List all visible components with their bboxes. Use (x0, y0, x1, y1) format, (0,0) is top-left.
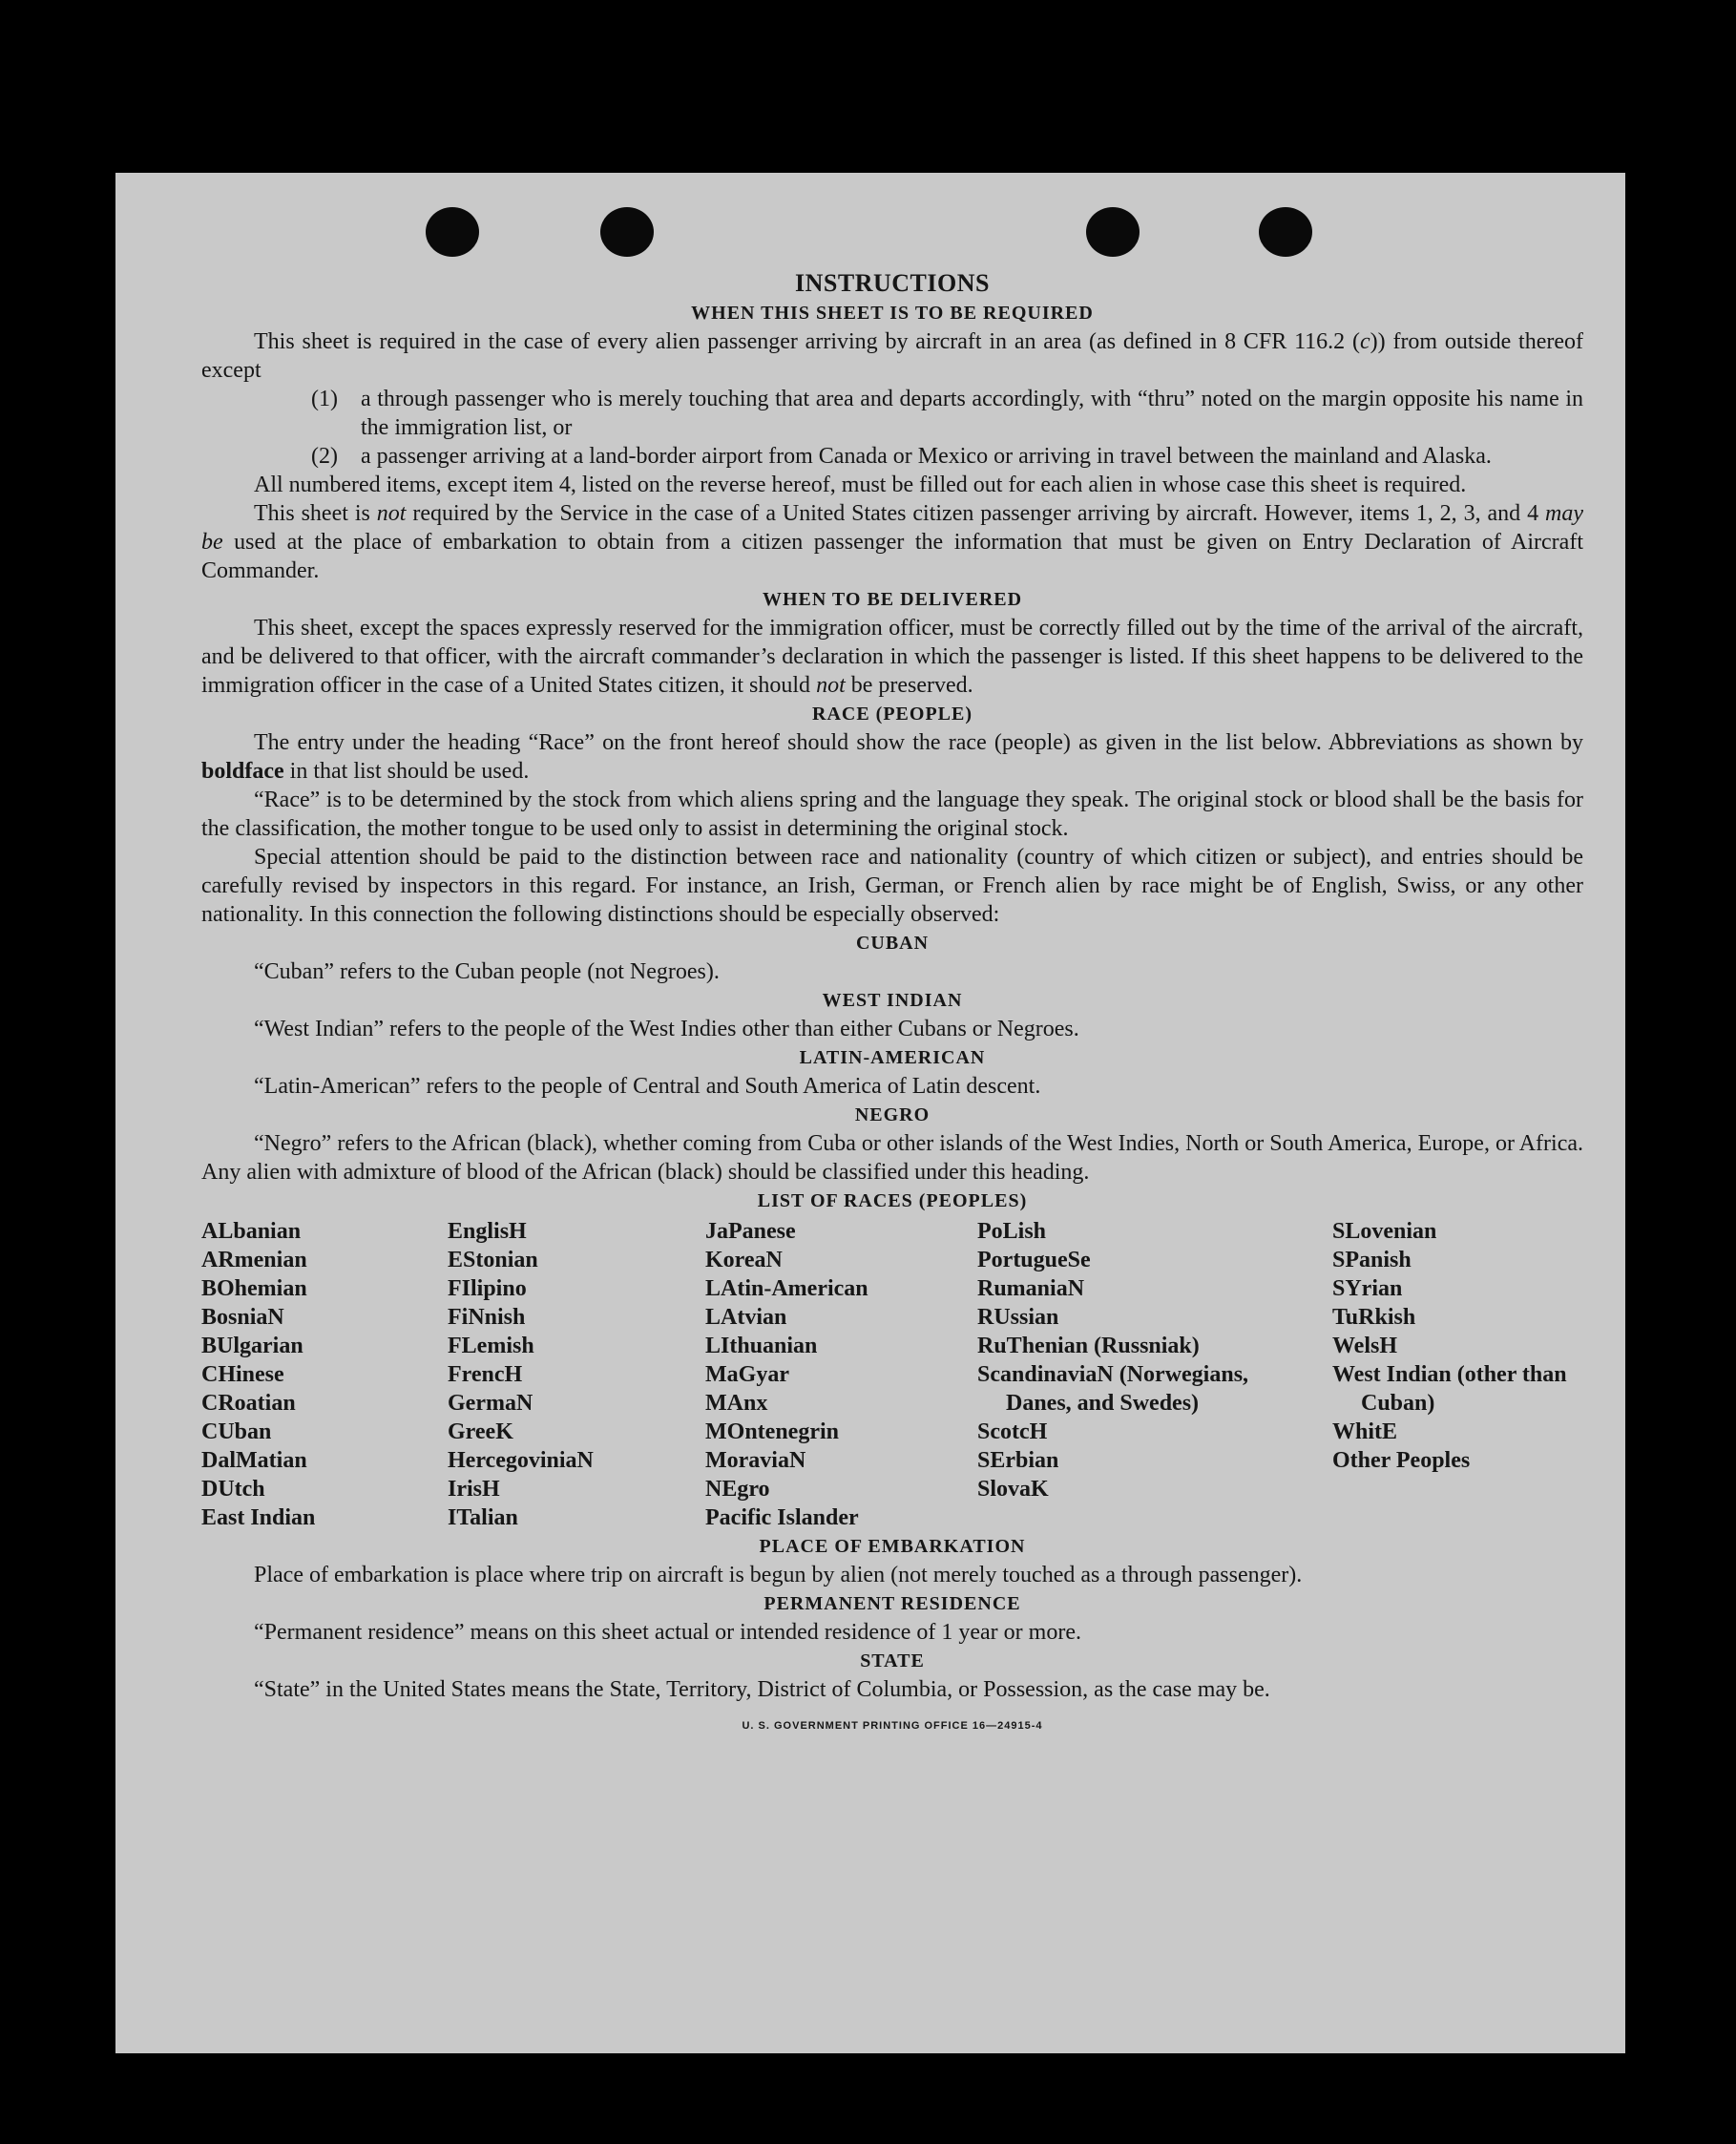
section-heading: WEST INDIAN (822, 990, 963, 1011)
section-heading: PERMANENT RESIDENCE (763, 1593, 1021, 1614)
section-heading: WHEN THIS SHEET IS TO BE REQUIRED (691, 303, 1094, 324)
race-item: BOhemian (201, 1276, 307, 1301)
race-column (1332, 1217, 1582, 1532)
race-item: ScotcH (977, 1419, 1048, 1444)
race-item: RUssian (977, 1305, 1059, 1330)
race-item: IrisH (448, 1477, 500, 1502)
section-heading: WHEN TO BE DELIVERED (762, 589, 1023, 610)
section-heading: PLACE OF EMBARKATION (759, 1536, 1026, 1557)
race-item: FLemish (448, 1334, 534, 1358)
race-item: ALbanian (201, 1219, 302, 1244)
binder-hole (1259, 207, 1312, 257)
race-item: LAtin-American (705, 1276, 868, 1301)
race-item: Other Peoples (1332, 1448, 1471, 1473)
race-item: DalMatian (201, 1448, 307, 1473)
race-item: CUban (201, 1419, 272, 1444)
document-sheet (115, 173, 1625, 2053)
race-item: SlovaK (977, 1477, 1049, 1502)
race-item: PortugueSe (977, 1248, 1091, 1272)
paragraph: “Cuban” refers to the Cuban people (not Negroes). (254, 959, 720, 984)
race-item: HercegoviniaN (448, 1448, 594, 1473)
paragraph: Special attention should be paid to the distinction between race and nationality (country of which citizen or subject), and entries should be carefully revised by inspectors in this regard. For instance, an Irish, German, or French alien by race might be of English, Swiss, or any other nationality. In this connection the following distinctions should be especially observed: (201, 845, 1583, 927)
binder-hole (1086, 207, 1140, 257)
section-heading: CUBAN (855, 933, 930, 954)
page-title: INSTRUCTIONS (795, 269, 990, 297)
printing-office-footer: U. S. GOVERNMENT PRINTING OFFICE 16—24915-4 (742, 1720, 1043, 1732)
race-item: NEgro (705, 1477, 770, 1502)
section-heading: NEGRO (854, 1104, 931, 1125)
paragraph: This sheet is not required by the Service in the case of a United States citizen passenger arriving by aircraft. However, items 1, 2, 3, and 4 may be used at the place of embarkation to obtain from a citizen passenger the information that must be given on Entry Declaration of Aircraft Commander. (201, 501, 1583, 583)
paragraph: “State” in the United States means the State, Territory, District of Columbia, or Possession, as the case may be. (254, 1677, 1270, 1702)
race-item: LIthuanian (705, 1334, 818, 1358)
section-heading: RACE (PEOPLE) (812, 704, 973, 725)
race-item: FIlipino (448, 1276, 527, 1301)
race-item: East Indian (201, 1505, 316, 1530)
race-item: SYrian (1332, 1276, 1403, 1301)
race-item: West Indian (other than Cuban) (1332, 1362, 1567, 1416)
paragraph: The entry under the heading “Race” on the front hereof should show the race (people) as given in the list below. Abbreviations as shown by boldface in that list should be used. (201, 730, 1583, 784)
race-item: FiNnish (448, 1305, 526, 1330)
race-item: EnglisH (448, 1219, 527, 1244)
paragraph: “Latin-American” refers to the people of Central and South America of Latin descent. (254, 1074, 1041, 1099)
instructions-content (201, 268, 1583, 1740)
binder-hole (600, 207, 654, 257)
race-item: MoraviaN (705, 1448, 806, 1473)
paragraph: Place of embarkation is place where trip on aircraft is begun by alien (not merely touched as a through passenger). (254, 1563, 1303, 1587)
race-item: EStonian (448, 1248, 538, 1272)
race-item: SErbian (977, 1448, 1059, 1473)
race-item: WelsH (1332, 1334, 1398, 1358)
race-column (705, 1217, 977, 1532)
section-heading: LIST OF RACES (PEOPLES) (757, 1190, 1028, 1211)
race-item: GermaN (448, 1391, 533, 1416)
paragraph: “Negro” refers to the African (black), whether coming from Cuba or other islands of the West Indies, North or South America, Europe, or Africa. Any alien with admixture of blood of the African (black) should be classified under this heading. (201, 1131, 1583, 1185)
race-item: FrencH (448, 1362, 523, 1387)
paragraph: This sheet is required in the case of every alien passenger arriving by aircraft in an area (as defined in 8 CFR 116.2 (c)) from outside thereof except (201, 329, 1584, 383)
race-item: SLovenian (1332, 1219, 1437, 1244)
paragraph: “West Indian” refers to the people of the West Indies other than either Cubans or Negroes. (254, 1017, 1079, 1041)
race-item: KoreaN (705, 1248, 783, 1272)
race-item: ScandinaviaN (Norwegians, Danes, and Swedes) (977, 1362, 1249, 1416)
paragraph: All numbered items, except item 4, listed on the reverse hereof, must be filled out for each alien in whose case this sheet is required. (254, 473, 1467, 497)
race-item: MAnx (705, 1391, 768, 1416)
race-item: TuRkish (1332, 1305, 1416, 1330)
race-item: RuThenian (Russniak) (977, 1334, 1200, 1358)
race-item: ARmenian (201, 1248, 307, 1272)
section-heading: LATIN-AMERICAN (799, 1047, 986, 1068)
race-item: DUtch (201, 1477, 265, 1502)
paragraph: This sheet, except the spaces expressly reserved for the immigration officer, must be correctly filled out by the time of the arrival of the aircraft, and be delivered to that officer, with the aircraft commander’s declaration in which the passenger is listed. If this sheet happens to be delivered to the immigration officer in the case of a United States citizen, it should not be preserved. (201, 616, 1583, 698)
race-item: CRoatian (201, 1391, 296, 1416)
race-item: MaGyar (705, 1362, 789, 1387)
race-item: Pacific Islander (705, 1505, 859, 1530)
race-column (977, 1217, 1332, 1532)
race-column (448, 1217, 705, 1532)
section-heading: STATE (860, 1650, 925, 1671)
binder-hole (426, 207, 479, 257)
race-item: ITalian (448, 1505, 518, 1530)
race-item: MOntenegrin (705, 1419, 839, 1444)
race-item: PoLish (977, 1219, 1047, 1244)
list-item: (1) a through passenger who is merely touching that area and departs accordingly, with “thru” noted on the margin opposite his name in the immigration list, or (311, 387, 1583, 440)
race-list (201, 1217, 1583, 1532)
paragraph: “Permanent residence” means on this sheet actual or intended residence of 1 year or more. (254, 1620, 1081, 1645)
race-item: RumaniaN (977, 1276, 1085, 1301)
race-item: CHinese (201, 1362, 284, 1387)
race-column (201, 1217, 448, 1532)
race-item: BUlgarian (201, 1334, 303, 1358)
race-item: SPanish (1332, 1248, 1412, 1272)
race-item: WhitE (1332, 1419, 1398, 1444)
list-item: (2) a passenger arriving at a land-border airport from Canada or Mexico or arriving in travel between the mainland and Alaska. (311, 444, 1492, 469)
race-item: LAtvian (705, 1305, 787, 1330)
race-item: BosniaN (201, 1305, 284, 1330)
paragraph: “Race” is to be determined by the stock from which aliens spring and the language they speak. The original stock or blood shall be the basis for the classification, the mother tongue to be used only to assist in determining the original stock. (201, 788, 1583, 841)
race-item: JaPanese (705, 1219, 796, 1244)
race-item: GreeK (448, 1419, 513, 1444)
